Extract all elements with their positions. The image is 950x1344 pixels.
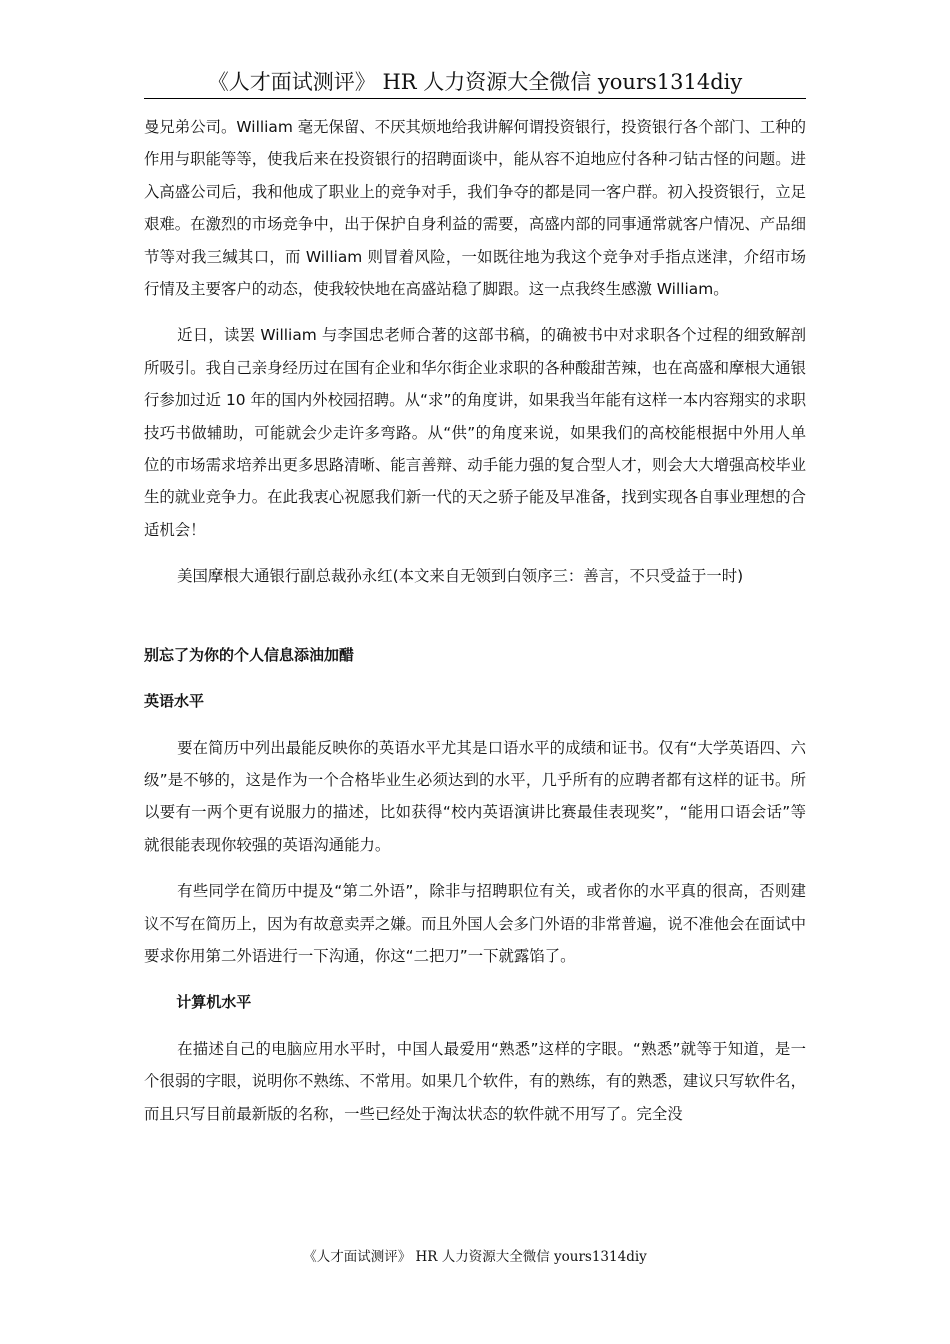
page-header: 《人才面试测评》 HR 人力资源大全微信 yours1314diy (207, 70, 743, 94)
paragraph: 有些同学在简历中提及“第二外语”，除非与招聘职位有关，或者你的水平真的很高，否则建议不写在简历上，因为有故意卖弄之嫌。而且外国人会多门外语的非常普遍，说不准他会在面试中要求你用第二外语进行一下沟通，你这“二把刀”一下就露馅了。 (144, 882, 806, 965)
section-heading: 别忘了为你的个人信息添油加醋 (144, 645, 355, 664)
paragraph: 要在简历中列出最能反映你的英语水平尤其是口语水平的成绩和证书。仅有“大学英语四、六级”是不够的，这是作为一个合格毕业生必须达到的水平，几乎所有的应聘者都有这样的证书。所以要有一两个更有说服力的描述，比如获得“校内英语演讲比赛最佳表现奖”，“能用口语会话”等就很能表现你较强的英语沟通能力。 (144, 738, 806, 854)
paragraph: 曼兄弟公司。William 毫无保留、不厌其烦地给我讲解何谓投资银行，投资银行各个部门、工种的作用与职能等等，使我后来在投资银行的招聘面谈中，能从容不迫地应付各种刁钻古怪的问题。进入高盛公司后，我和他成了职业上的竞争对手，我们争夺的都是同一客户群。初入投资银行，立足艰难。在激烈的市场竞争中，出于保护自身利益的需要，高盛内部的同事通常就客户情况、产品细节等对我三缄其口，而 William 则冒着风险，一如既往地为我这个竞争对手指点迷津，介绍市场行情及主要客户的动态，使我较快地在高盛站稳了脚跟。这一点我终生感激 William。 (144, 118, 806, 299)
header-divider (144, 98, 806, 99)
document-body (144, 111, 806, 1130)
subsection-heading: 计算机水平 (176, 993, 252, 1012)
paragraph: 近日，读罢 William 与李国忠老师合著的这部书稿，的确被书中对求职各个过程的细致解剖所吸引。我自己亲身经历过在国有企业和华尔街企业求职的各种酸甜苦辣，也在高盛和摩根大通银行参加过近 10 年的国内外校园招聘。从“求”的角度讲，如果我当年能有这样一本内容翔实的求职技巧书做辅助，可能就会少走许多弯路。从“供”的角度来说，如果我们的高校能根据中外用人单位的市场需求培养出更多思路清晰、能言善辩、动手能力强的复合型人才，则会大大增强高校毕业生的就业竞争力。在此我衷心祝愿我们新一代的天之骄子能及早准备，找到实现各自事业理想的合适机会！ (144, 326, 806, 539)
page-footer: 《人才面试测评》 HR 人力资源大全微信 yours1314diy (303, 1249, 647, 1265)
subsection-heading: 英语水平 (144, 692, 205, 711)
paragraph: 在描述自己的电脑应用水平时，中国人最爱用“熟悉”这样的字眼。“熟悉”就等于知道，是一个很弱的字眼，说明你不熟练、不常用。如果几个软件，有的熟练，有的熟悉，建议只写软件名，而且只写目前最新版的名称，一些已经处于淘汰状态的软件就不用写了。完全没 (144, 1039, 806, 1123)
signature-line: 美国摩根大通银行副总裁孙永红(本文来自无领到白领序三：善言，不只受益于一时) (177, 567, 744, 586)
